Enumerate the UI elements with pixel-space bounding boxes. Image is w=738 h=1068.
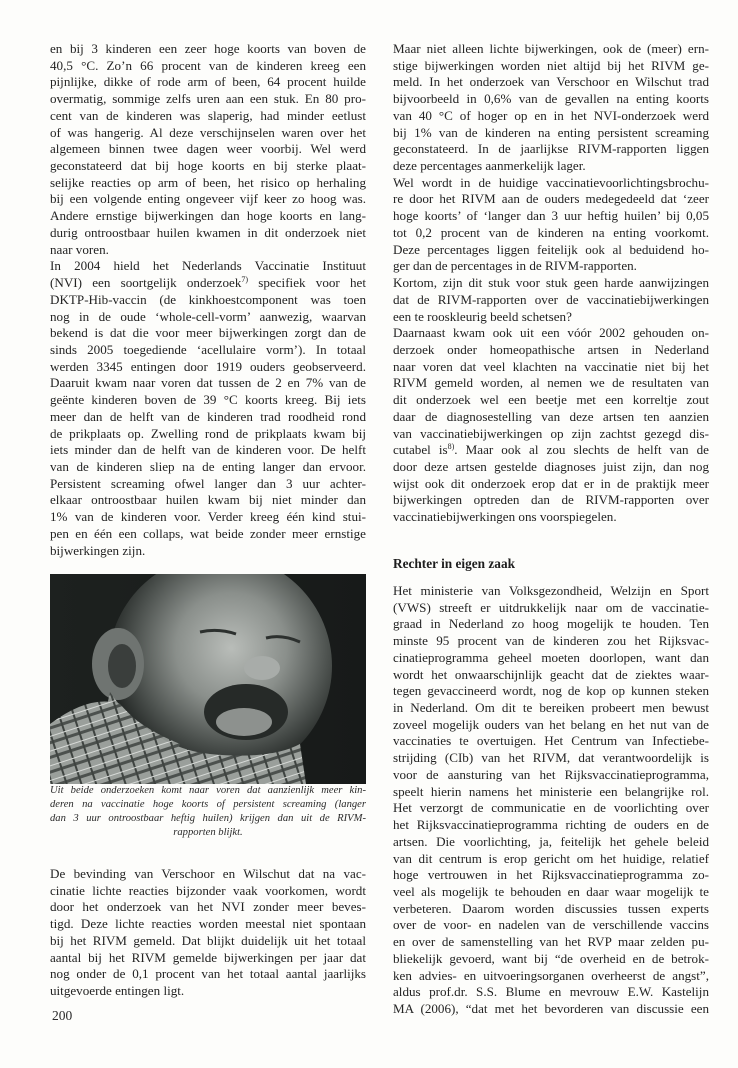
text-line: geconstateerd. In de jaarlijkse RIVM-rapporten liggen bbox=[393, 141, 709, 157]
text-line bbox=[393, 442, 709, 459]
text-line: van dit centrum is erop gericht om het huidige, relatief bbox=[393, 850, 709, 866]
text-line: tegen gevaccineerd wordt, nog de kop op kunnen steken bbox=[393, 683, 709, 699]
text-line: aldus prof.dr. S.S. Blume en mevrouw E.W. Kastelijn bbox=[393, 984, 709, 1000]
text-line: 1% van de kinderen voor. Verder kreeg één kind stui- bbox=[50, 509, 366, 525]
caption-line: dan 3 uur ontroostbaar heftig huilen) krijgen dan uit de RIVM- bbox=[50, 812, 366, 824]
text-line: Het verzorgt de communicatie en de voorlichting over bbox=[393, 800, 709, 816]
text-line: en over de samenstelling van het RVP maar zelden pu- bbox=[393, 934, 709, 950]
text-line: 40,5 °C. Zo’n 66 procent van de kinderen kreeg een bbox=[50, 57, 366, 73]
text-line: minste 95 procent van de kinderen zou het Rijksvac- bbox=[393, 633, 709, 649]
text-line: sinds 2005 toegediende ‘acellulaire vorm’). In totaal bbox=[50, 341, 366, 357]
text-line: en bij 3 kinderen een zeer hoge koorts van boven de bbox=[50, 41, 366, 56]
text-line: geconstateerd dat bij hoge koorts en bij sterke plaat- bbox=[50, 158, 366, 174]
text-line: naar voren dat veel klachten na vaccinatie niet bij het bbox=[393, 358, 709, 374]
text-line: pijnlijke, dikke of rode arm of been, 64 procent huilde bbox=[50, 74, 366, 90]
text-line: het Rijksvaccinatieprogramma richting de ouders en de bbox=[393, 817, 709, 833]
text-line: In 2004 hield het Nederlands Vaccinatie Instituut bbox=[50, 258, 366, 274]
text-line: meld. In het onderzoek van Verschoor en Wilschut trad bbox=[393, 74, 709, 90]
text-line: artsen. Die voorlichting, ja, feitelijk het gehele beleid bbox=[393, 833, 709, 849]
text-line: zoveel mogelijk ouders van het belang en het nut van de bbox=[393, 716, 709, 732]
text-line: aantal bij het RIVM gemelde bijwerkingen per jaar dat bbox=[50, 949, 366, 965]
text-line: naar voren. bbox=[50, 241, 109, 257]
text-line: nog onder de 0,1 procent van het totaal aantal jaarlijks bbox=[50, 966, 366, 982]
text-line: speelt hierin namens het ministerie een belangrijke rol. bbox=[393, 783, 709, 799]
text-line: Daarnaast kwam ook uit een vóór 2002 gehouden on- bbox=[393, 325, 709, 341]
text-line: Maar niet alleen lichte bijwerkingen, ook de (meer) ern- bbox=[393, 41, 709, 56]
text-line: bliekelijk gevoerd, want bij “de overheid en de betrok- bbox=[393, 950, 709, 966]
text-line: werden 3345 entingen door 1919 ouders geobserveerd. bbox=[50, 358, 366, 374]
text-line: veel als mogelijk te behouden en daar waar mogelijk te bbox=[393, 883, 709, 899]
paragraph-serious-side-effects bbox=[393, 41, 709, 526]
text-line: wijst ook dit onderzoek erop dat er in de praktijk meer bbox=[393, 475, 709, 491]
text-line: van de kinderen sliep na de enting langer dan ervoor. bbox=[50, 458, 366, 474]
text-line: De bevinding van Verschoor en Wilschut dat na vac- bbox=[50, 866, 366, 881]
text-segment: cutabel is bbox=[393, 442, 448, 458]
text-line: tigd. Deze lichte reacties worden meestal niet spontaan bbox=[50, 916, 366, 932]
text-line: Kortom, zijn dit stuk voor stuk geen harde aanwijzingen bbox=[393, 275, 709, 291]
text-line: derzoek onder homeopathische artsen in Nederland bbox=[393, 341, 709, 357]
text-line: van 40 °C of hoger op en in het NVI-onderzoek werd bbox=[393, 107, 709, 123]
text-segment: specifiek voor het bbox=[248, 275, 366, 291]
text-line: cinatie lichte reacties bijzonder vaak voorkomen, wordt bbox=[50, 882, 366, 898]
paragraph-fever-results bbox=[50, 41, 366, 559]
text-line: RIVM gemeld worden, al nemen we de resultaten van bbox=[393, 375, 709, 391]
caption-line: rapporten blijkt. bbox=[173, 826, 243, 838]
text-line: Persistent screaming ofwel langer dan 3 uur achter- bbox=[50, 475, 366, 491]
text-line bbox=[50, 275, 366, 292]
text-line: graad in Nederland zo hoog mogelijk te houden. Ten bbox=[393, 616, 709, 632]
text-line: hoge koorts’ of ‘langer dan 3 uur heftig huilen’ bij 0,05 bbox=[393, 208, 709, 224]
text-line: stige bijwerkingen worden niet altijd bij het RIVM ge- bbox=[393, 57, 709, 73]
text-line: ken advies- en uitvoeringsorganen overheerst de angst”, bbox=[393, 967, 709, 983]
text-line: bij 1% van de kinderen na enting persistent screaming bbox=[393, 124, 709, 140]
text-line: elkaar ontroostbaar huilen kwam bij niet minder dan bbox=[50, 492, 366, 508]
text-line: of was hangerig. Al deze verschijnselen waren over het bbox=[50, 124, 366, 140]
text-line: Wel wordt in de huidige vaccinatievoorlichtingsbrochu- bbox=[393, 174, 709, 190]
footnote-ref-7[interactable]: 7) bbox=[241, 275, 249, 285]
text-line: Deze percentages liggen feitelijk ook al beduidend ho- bbox=[393, 241, 709, 257]
text-line: hoge vertrouwen in het Rijksvaccinatieprogramma zo- bbox=[393, 867, 709, 883]
crying-child-photo bbox=[50, 574, 366, 784]
text-line: in Nederland. Om dit te bereiken probeert men bewust bbox=[393, 700, 709, 716]
text-segment: . Maar ook al zou slechts de helft van de bbox=[454, 442, 709, 458]
text-line: (VWS) streeft er uitdrukkelijk naar om de vaccinatie- bbox=[393, 599, 709, 615]
text-line: Andere ernstige bijwerkingen dan hoge koorts en lang- bbox=[50, 208, 366, 224]
paragraph-nvi-confirmation bbox=[50, 866, 366, 1000]
text-line: een te rooskleurig beeld schetsen? bbox=[393, 308, 572, 324]
text-line: de prikplaats op. Zwelling rond de prikplaats kwam bij bbox=[50, 425, 366, 441]
text-line: MA (2006), “dat met het bevorderen van discussie een bbox=[393, 1000, 709, 1016]
text-line: verbeteren. Daarom worden discussies tussen experts bbox=[393, 900, 709, 916]
text-line: bij een volgende enting ongeveer vijf keer zo hoog was. bbox=[50, 191, 366, 207]
text-line: Het ministerie van Volksgezondheid, Welzijn en Sport bbox=[393, 583, 709, 598]
text-line: bijwerkingen optreden dan de RIVM-rapporten over bbox=[393, 492, 709, 508]
text-line: voor de aansturing van het Rijksvaccinatieprogramma, bbox=[393, 766, 709, 782]
caption-line: Uit beide onderzoeken komt naar voren dat aanzienlijk meer kin- bbox=[50, 785, 366, 796]
text-line: door het onderzoek van het NVI zonder meer beves- bbox=[50, 899, 366, 915]
paragraph-ministry-policy bbox=[393, 583, 709, 1018]
text-line: selijke reacties op arm of been, het risico op herhaling bbox=[50, 174, 366, 190]
text-line: iets minder dan de helft van de kinderen voor. De helft bbox=[50, 442, 366, 458]
text-line: DKTP-Hib-vaccin (de kinkhoestcomponent was toen bbox=[50, 291, 366, 307]
text-line: uitgevoerde entingen ligt. bbox=[50, 983, 185, 999]
text-line: bijvoorbeeld in 0,6% van de gevallen na enting koorts bbox=[393, 91, 709, 107]
section-heading: Rechter in eigen zaak bbox=[393, 556, 515, 571]
text-line: vaccinaties te overtuigen. Het Centrum van Infectiebe- bbox=[393, 733, 709, 749]
text-line: daar de diagnosestelling van deze artsen ten aanzien bbox=[393, 408, 709, 424]
page-number: 200 bbox=[52, 1008, 73, 1023]
text-line: durig ontroostbaar huilen kwamen in dit onderzoek niet bbox=[50, 224, 366, 240]
text-line: deze percentages aanmerkelijk lager. bbox=[393, 158, 586, 174]
text-segment: (NVI) een soortgelijk onderzoek bbox=[50, 275, 242, 291]
text-line: cent van de kinderen was slaperig, had minder eetlust bbox=[50, 107, 366, 123]
text-line: pen en één een collaps, wat beide zonder meer ernstige bbox=[50, 525, 366, 541]
text-line: bij het RIVM gemeld. Dat blijkt duidelijk uit het totaal bbox=[50, 932, 366, 948]
text-line: geënte kinderen boven de 39 °C koorts kreeg. Bij iets bbox=[50, 392, 366, 408]
text-line: over de voor- en nadelen van de verschillende vaccins bbox=[393, 917, 709, 933]
photo-illustration-icon bbox=[50, 574, 366, 784]
text-line: re door het RIVM aan de ouders medegedeeld dat ‘zeer bbox=[393, 191, 709, 207]
text-line: meer dan de helft van de kinderen trad roodheid rond bbox=[50, 408, 366, 424]
caption-line: deren na vaccinatie hoge koorts of persistent screaming (langer bbox=[50, 798, 366, 810]
text-line: van vaccinatiebijwerkingen op zijn zachtst gezegd dis- bbox=[393, 425, 709, 441]
photo-caption bbox=[50, 784, 366, 840]
text-line: strijding (CIb) van het RIVM, dat verantwoordelijk is bbox=[393, 750, 709, 766]
text-line: algemeen binnen twee dagen weer voorbij. Wel werd bbox=[50, 141, 366, 157]
text-line: Daaruit kwam naar voren dat tussen de 2 en 7% van de bbox=[50, 375, 366, 391]
text-line: vaccinatiebijwerkingen ons voorspiegelen. bbox=[393, 509, 617, 525]
text-line: overmatig, sommige zelfs uren aan een stuk. En 80 pro- bbox=[50, 91, 366, 107]
text-line: dat de RIVM-rapporten over de vaccinatiebijwerkingen bbox=[393, 291, 709, 307]
text-line: dit onderzoek wel een beetje met een korreltje zout bbox=[393, 392, 709, 408]
text-line: door deze artsen gestelde diagnoses juist zijn, dan nog bbox=[393, 458, 709, 474]
text-line: bijwerkingen zijn. bbox=[50, 542, 146, 558]
text-line: cinatieprogramma geheel moeten doorlopen, want dan bbox=[393, 649, 709, 665]
footnote-ref-8[interactable]: 8) bbox=[447, 442, 455, 452]
text-line: tot 0,2 procent van de kinderen na enting voorkomt. bbox=[393, 224, 709, 240]
text-line: wordt het onwaarschijnlijk geacht dat de ziektes waar- bbox=[393, 666, 709, 682]
text-line: bekend is dat die voor meer bijwerkingen zorgt dan de bbox=[50, 325, 366, 341]
text-line: nog in de oude ‘whole-cell-vorm’ aanwezig, waarvan bbox=[50, 308, 366, 324]
text-line: ger dan de percentages in de RIVM-rapporten. bbox=[393, 258, 637, 274]
